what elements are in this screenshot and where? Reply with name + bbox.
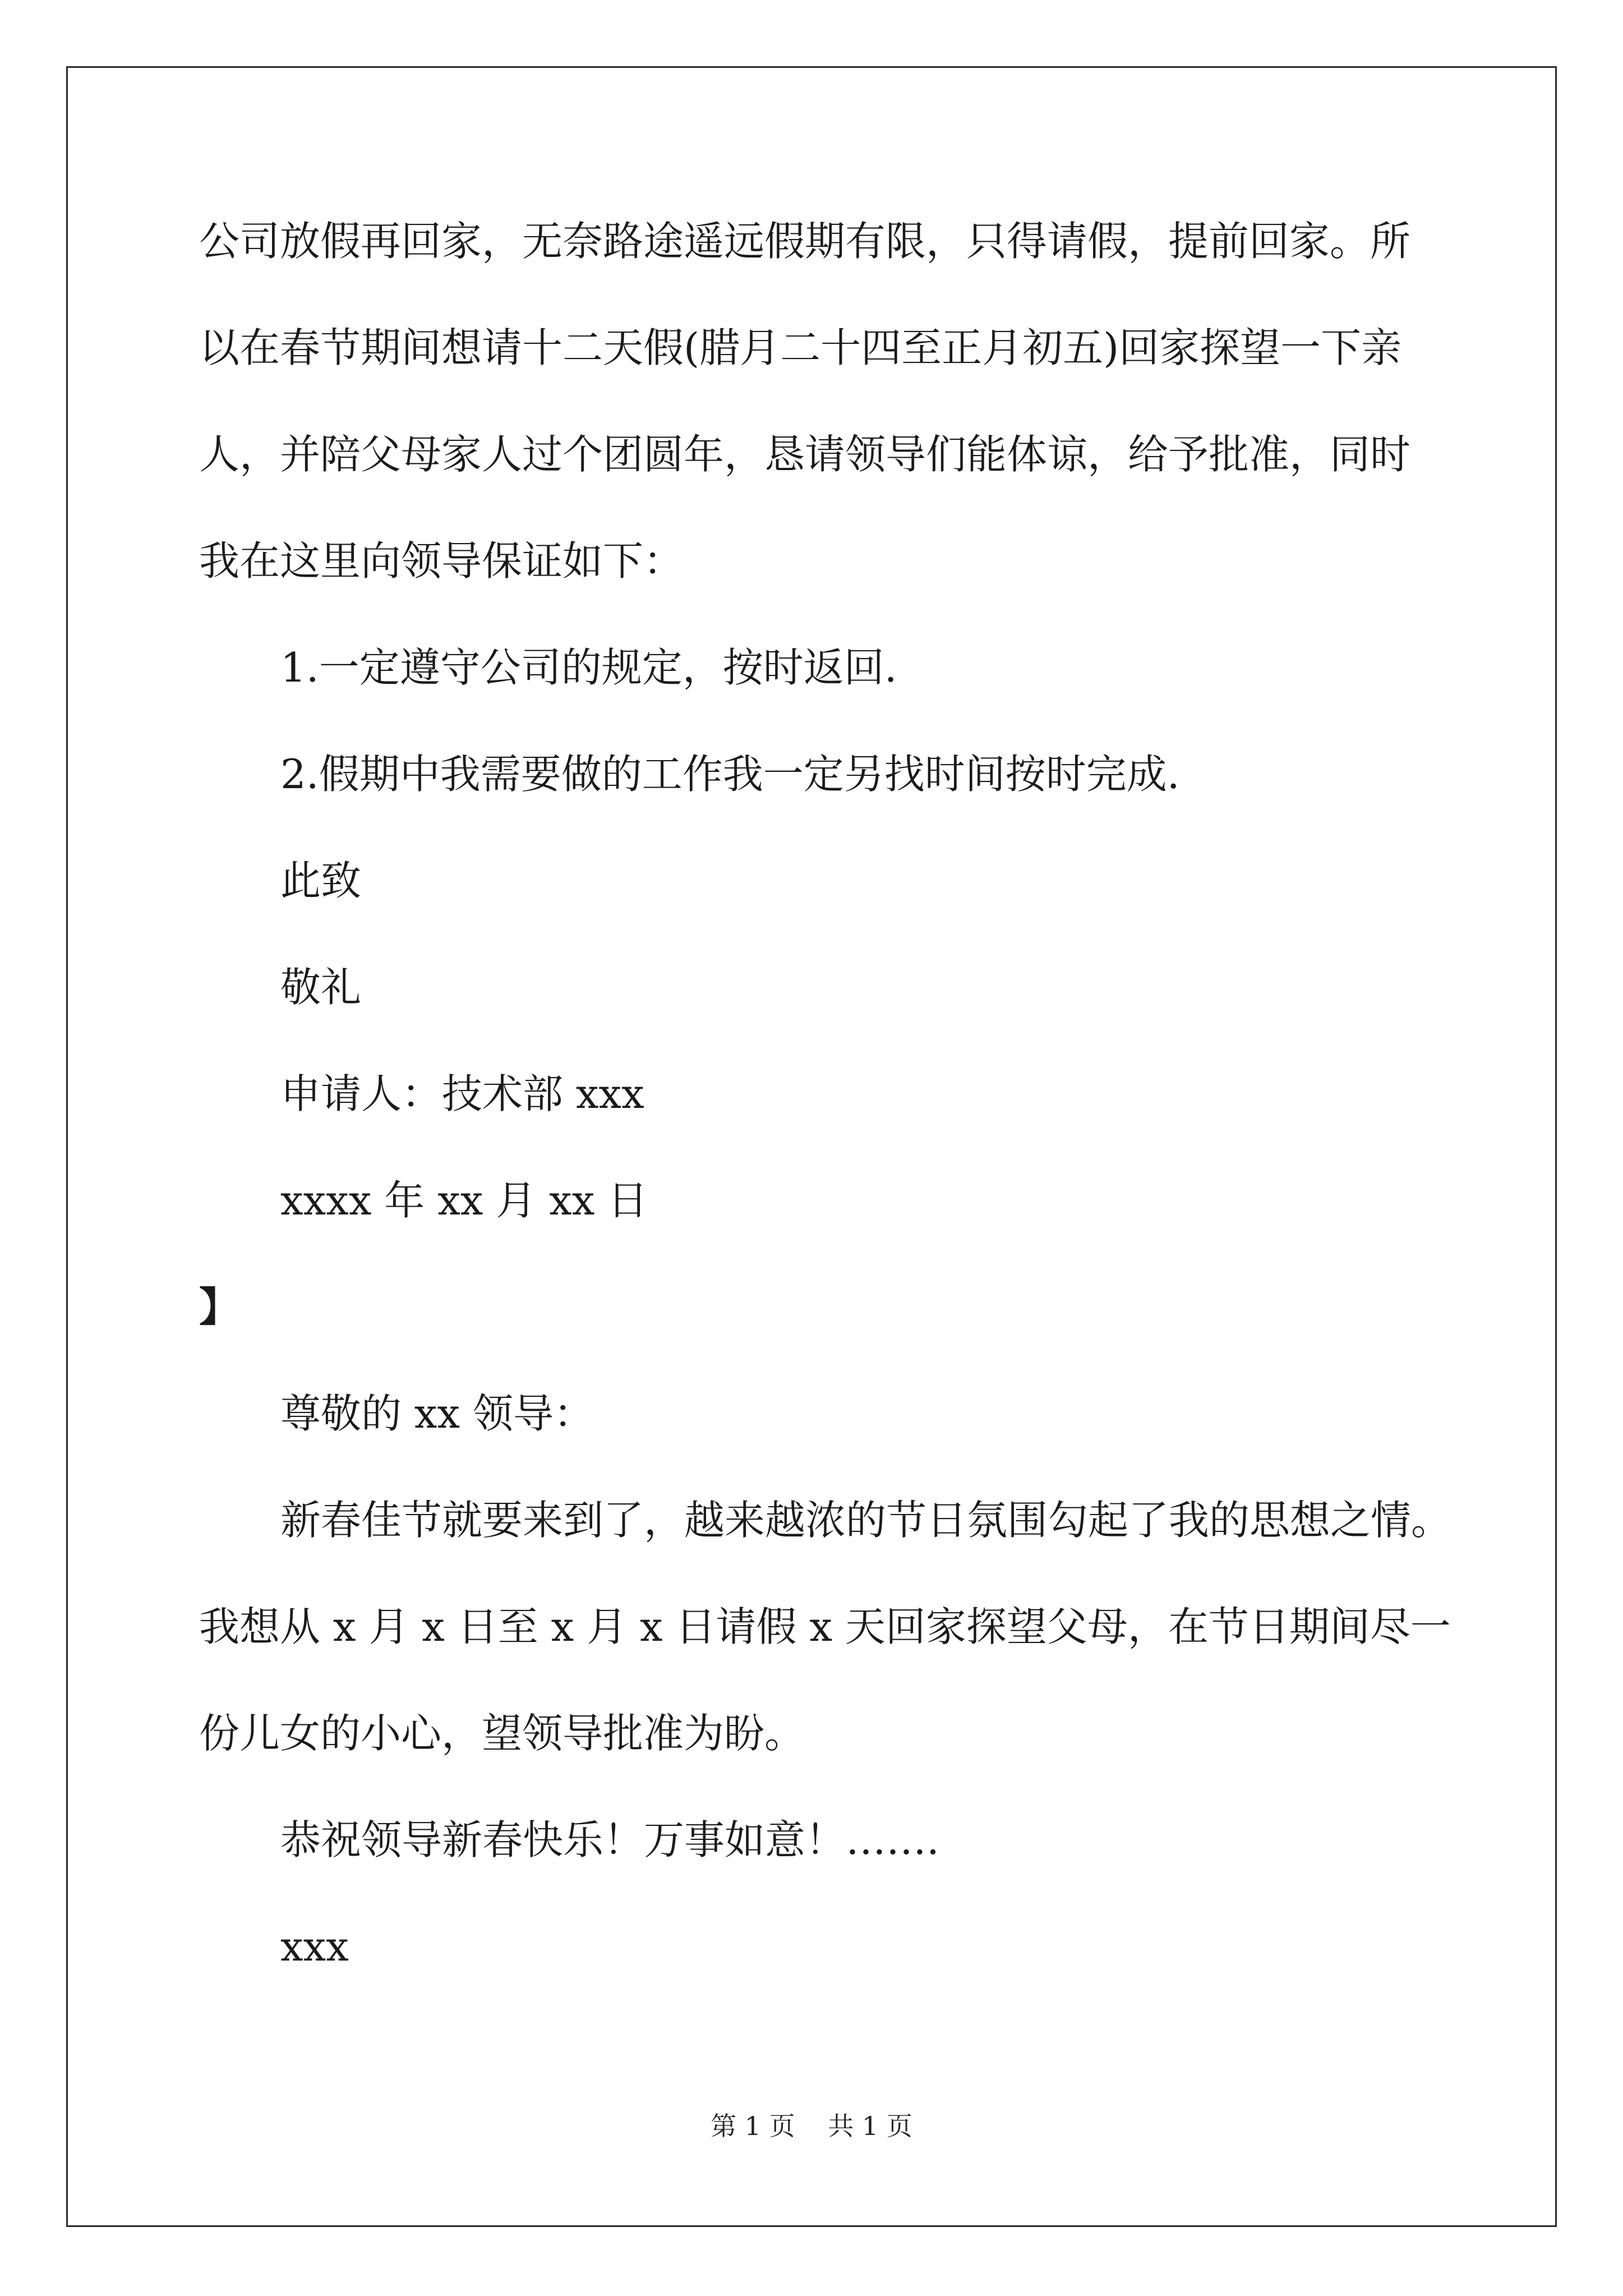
page-footer: [0, 2109, 1623, 2143]
applicant-line: 申请人：技术部 xxx: [280, 1070, 644, 1117]
list-item-2: 2.假期中我需要做的工作我一定另找时间按时完成.: [280, 751, 1180, 798]
closing-regards: 此致: [280, 857, 362, 904]
paragraph-line: 以在春节期间想请十二天假(腊月二十四至正月初五)回家探望一下亲: [199, 324, 1402, 371]
paragraph-line: 我在这里向领导保证如下：: [199, 537, 684, 585]
page-current: 第 1 页: [711, 2111, 795, 2141]
paragraph-line: 公司放假再回家，无奈路途遥远假期有限，只得请假，提前回家。所: [199, 218, 1411, 265]
document-body: [199, 213, 1455, 1975]
paragraph-line: 新春佳节就要来到了，越来越浓的节日氛围勾起了我的思想之情。: [280, 1497, 1452, 1544]
signature: xxx: [280, 1923, 349, 1970]
date-line: xxxx 年 xx 月 xx 日: [280, 1177, 648, 1224]
salutation: 尊敬的 xx 领导：: [280, 1390, 594, 1437]
paragraph-line: 我想从 x 月 x 日至 x 月 x 日请假 x 天回家探望父母，在节日期间尽一: [199, 1603, 1451, 1650]
closing-salute: 敬礼: [280, 964, 362, 1011]
wishes-line: 恭祝领导新春快乐！万事如意！…….: [280, 1816, 939, 1864]
paragraph-line: 人，并陪父母家人过个团圆年，恳请领导们能体谅，给予批准，同时: [199, 431, 1411, 478]
closing-bracket: 】: [199, 1283, 240, 1331]
list-item-1: 1.一定遵守公司的规定，按时返回.: [280, 644, 897, 691]
page-total: 共 1 页: [828, 2111, 912, 2141]
paragraph-line: 份儿女的小心，望领导批准为盼。: [199, 1710, 805, 1757]
